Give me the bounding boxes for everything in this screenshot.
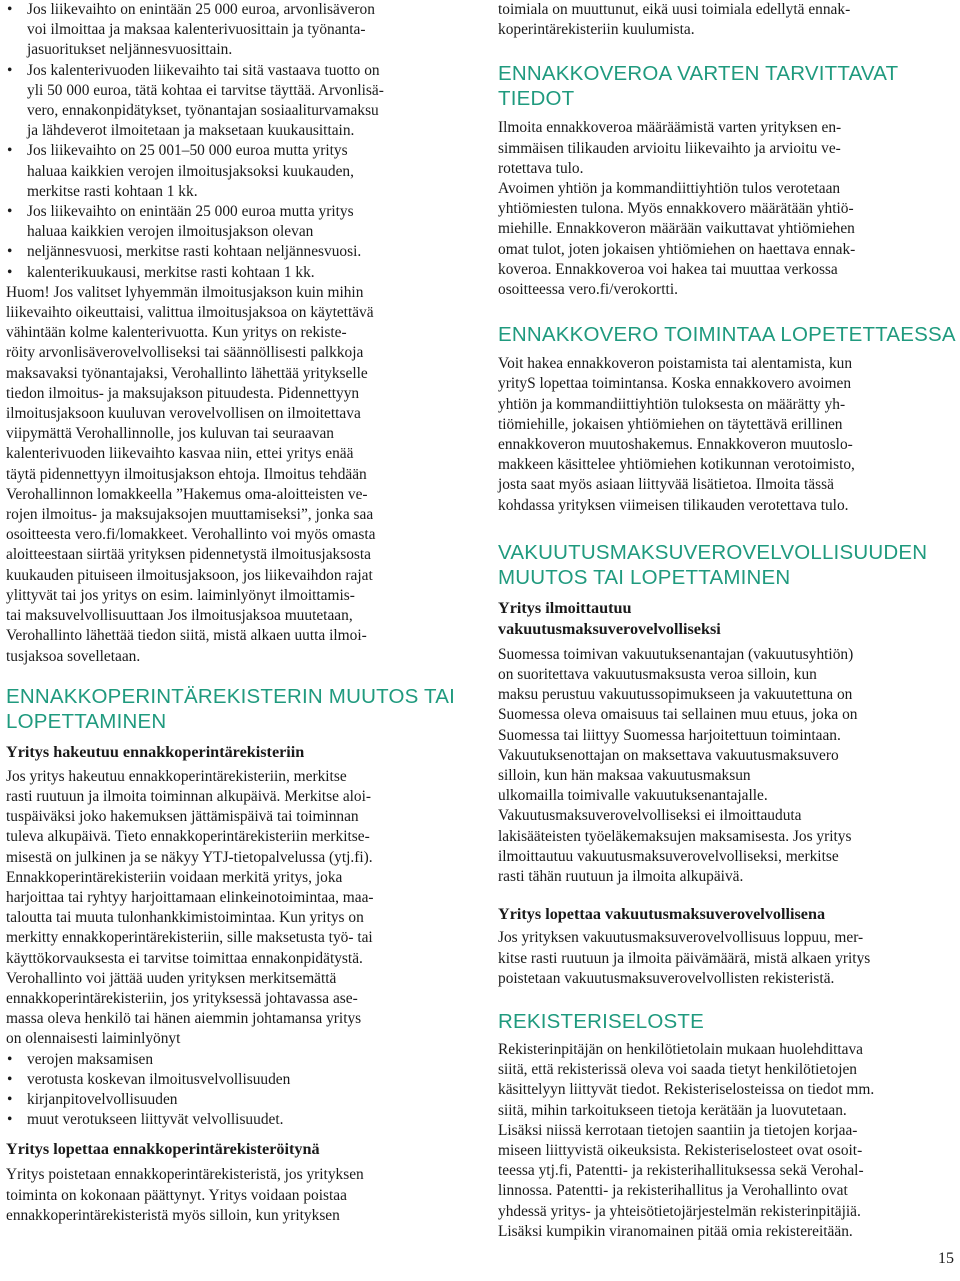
text-line: ulkomailla toimivalle vakuutuksenantajalle. [498,787,768,805]
bullet-item [6,1110,464,1130]
text-line: on suoritettava vakuutusmaksusta veroa silloin, kun [498,666,817,684]
text-line: yli 50 000 euroa, tätä kohtaa ei tarvitse täyttää. Arvonlisä- [27,81,384,99]
text-line: osoitteesta vero.fi/lomakkeet. Verohallinto voi myös omasta [6,526,376,544]
text-line: Lisäksi niissä kerrotaan tietojen saantiin ja tietojen korjaa- [498,1121,858,1139]
text-line: Jos yrityksen vakuutusmaksuverovelvollisuus loppuu, mer- [498,929,864,947]
text-line: linnossa. Patentti- ja rekisterihallitus ja Verohallinto ovat [498,1182,848,1200]
text-line: Jos liikevaihto on enintään 25 000 euroa, arvonlisäveron [27,1,375,18]
text-line: Verohallinto voi jättää uuden yrityksen merkitsemättä [6,969,337,987]
text-line: Voit hakea ennakkoveron poistamista tai alentamista, kun [498,355,853,373]
text-line: Jos kalenterivuoden liikevaihto tai sitä vastaava tuotto on [27,61,380,79]
bullet-icon: • [7,1,13,18]
text-line: josta saat myös asiaan liittyvää lisätietoa. Ilmoita tässä [498,476,834,494]
text-line: Ilmoita ennakkoveroa määräämistä varten yrityksen en- [498,119,842,137]
bullet-item [6,202,464,242]
text-line: koperintärekisteriin kuulumista. [498,21,695,39]
bullet-icon: • [7,1070,13,1088]
left-column [6,0,464,1226]
bullet-icon: • [7,243,13,261]
text-line: tuleva alkupäivä. Tieto ennakkoperintärekisteriin merkitse- [6,828,370,846]
text-line: harjoittaa tai ryhtyy harjoittamaan elinkeinotoimintaa, maa- [6,888,374,906]
lopettaa-paragraph [6,1165,464,1226]
subheading-lopettaa: Yritys lopettaa ennakkoperintärekisteröitynä [6,1140,320,1159]
text-line: rasti ruutuun ja ilmoita toiminnan alkupäivä. Merkitse aloi- [6,787,372,805]
subheading-hakeutuu: Yritys hakeutuu ennakkoperintärekisteriin [6,742,305,761]
bullet-item [6,1090,464,1110]
subheading-lopettaa-vakuutus: Yritys lopettaa vakuutusmaksuverovelvollisena [498,905,826,924]
text-line: MUUTOS TAI LOPETTAMINEN [498,565,791,589]
text-line: verotusta koskevan ilmoitusvelvollisuuden [27,1070,291,1088]
text-line: silloin, kun hän maksaa vakuutusmaksun [498,767,751,785]
bullet-icon: • [7,61,13,79]
text-line: tiömiehille, jokaisen yhtiömiehen on täytettävä erillinen [498,415,843,433]
bullet-icon: • [7,1050,13,1068]
toimintaa-paragraph [498,354,956,516]
intro-bullets [6,0,464,283]
text-line: koveroa. Ennakkoveroa voi hakea tai muuttaa verkossa [498,260,838,278]
text-line: muut verotukseen liittyvät velvollisuudet. [27,1111,284,1129]
text-line: Verohallinnon lomakkeella ”Hakemus oma-aloitteisten ve- [6,485,368,503]
text-line: verojen maksamisen [27,1050,154,1068]
text-line: vakuutusmaksuverovelvolliseksi [498,619,721,638]
text-line: Verohallinto lähettää tiedon siitä, mistä alkaen uutta ilmoi- [6,627,367,645]
text-line: ENNAKKOVEROA VARTEN TARVITTAVAT [498,62,899,86]
neglect-bullets [6,1050,464,1131]
text-line: Jos liikevaihto on enintään 25 000 euroa mutta yritys [27,203,354,221]
text-line: tuspäiväksi joko hakemuksen jättämispäivä tai toiminnan [6,808,359,826]
continuation-paragraph [498,0,956,40]
text-line: ennakkoperintärekisteriin, jos yrityksessä johtavassa ase- [6,989,358,1007]
bullet-icon: • [7,142,13,160]
text-line: makkeen käsittelee yhtiömiehen kotikunnan verotoimisto, [498,456,855,474]
text-line: simmäisen tilikauden arvioitu liikevaihto ja arvioitu ve- [498,139,841,157]
text-line: Lisäksi kumpikin viranomainen pitää omia rekistereitään. [498,1222,853,1240]
text-line: kalenterikuukausi, merkitse rasti kohtaan 1 kk. [27,263,315,281]
heading-ennakkoperintarekisteri [6,684,464,734]
text-line: kohdassa yrityksen viimeisen tilikauden verotettava tulo. [498,496,849,514]
text-line: vero, ennakonpidätykset, työnantajan sosiaaliturvamaksu [27,102,379,120]
text-line: Avoimen yhtiön ja kommandiittiyhtiön tulos verotetaan [498,180,841,198]
text-line: misestä on julkinen ja se näkyy YTJ-tietopalvelussa (ytj.fi). [6,848,373,866]
text-line: TIEDOT [498,87,575,111]
text-line: Jos yritys hakeutuu ennakkoperintärekisteriin, merkitse [6,767,347,785]
text-line: ilmoittautuu vakuutusmaksuverovelvolliseksi, merkitse [498,847,839,865]
text-line: yhtiön ja kommandiittiyhtiön tuloksesta on määrätty yh- [498,395,846,413]
rekisteri-paragraph [498,1040,956,1242]
text-line: kitse rasti ruutuun ja ilmoita päivämäärä, mistä alkaen yritys [498,949,871,967]
heading-toimintaa-lopetettaessa [498,322,956,347]
bullet-item [6,61,464,142]
text-line: Yritys poistetaan ennakkoperintärekisteristä, jos yrityksen [6,1166,364,1184]
text-line: VAKUUTUSMAKSUVEROVELVOLLISUUDEN [498,540,928,564]
text-line: maksavaksi työnantajaksi, Verohallinto lähettää yritykselle [6,364,368,382]
text-line: Huom! Jos valitset lyhyemmän ilmoitusjakson kuin mihin [6,283,364,301]
text-line: ylittyvät tai jos yritys on esim. laiminlyönyt ilmoittamis- [6,586,355,604]
page-number: 15 [938,1250,954,1267]
text-line: vähintään kolme kalenterivuotta. Kun yritys on rekiste- [6,324,347,342]
bullet-item [6,1070,464,1090]
subheading-ilmoittautuu [498,598,956,640]
huom-paragraph [6,283,464,667]
text-line: tusjaksoa sovelletaan. [6,647,141,665]
text-line: poistetaan vakuutusmaksuverovelvollisten rekisteristä. [498,969,835,987]
text-line: siitä, mihin tarkoitukseen tietoja kerätään ja luovutetaan. [498,1101,847,1119]
bullet-item [6,242,464,262]
text-line: ENNAKKOVERO TOIMINTAA LOPETETTAESSA [498,323,956,347]
text-line: aloitteestaan siirtää yrityksen pidennetystä ilmoitusjaksosta [6,546,372,564]
text-line: toiminta on kokonaan päättynyt. Yritys voidaan poistaa [6,1186,347,1204]
text-line: kuukauden pituiseen ilmoitusjaksoon, jos liikevaihdon rajat [6,566,373,584]
text-line: Yritys ilmoittautuu [498,598,632,617]
text-line: kirjanpitovelvollisuuden [27,1090,178,1108]
text-line: yrityS lopettaa toimintansa. Koska ennakkovero avoimen [498,375,852,393]
text-line: REKISTERISELOSTE [498,1009,704,1033]
text-line: Rekisterinpitäjän on henkilötietolain mukaan huolehdittava [498,1040,864,1058]
text-line: yhtiömiesten tulona. Myös ennakkovero määrätään yhtiö- [498,200,854,218]
text-line: omat tulot, joten jokaisen yhtiömiehen on haettava ennak- [498,240,856,258]
text-line: LOPETTAMINEN [6,709,167,733]
text-line: ilmoitusjaksoon kuuluvan verovelvollisen on ilmoitettava [6,405,361,423]
hakeutuu-paragraph [6,767,464,1050]
text-line: haluaa kaikkien verojen ilmoitusjaksoksi kuukauden, [27,162,354,180]
bullet-item [6,141,464,202]
text-line: rotettava tulo. [498,159,584,177]
text-line: ja lähdeverot ilmoitetaan ja maksetaan kuukausittain. [27,122,355,140]
text-line: miehille. Ennakkoveron määrään vaikuttavat yhtiömiehen [498,220,855,238]
text-line: Vakuutusmaksuverovelvolliseksi ei ilmoittauduta [498,807,802,825]
bullet-item [6,1050,464,1070]
text-line: neljännesvuosi, merkitse rasti kohtaan neljännesvuosi. [27,243,362,261]
bullet-icon: • [7,1090,13,1108]
text-line: lakisääteisten työeläkemaksujen maksamisesta. Jos yritys [498,827,852,845]
text-line: Jos liikevaihto on 25 001–50 000 euroa mutta yritys [27,142,348,160]
ennakkovero-paragraph [498,118,956,300]
text-line: teessa ytj.fi, Patentti- ja rekisterihallituksessa sekä Verohal- [498,1162,864,1180]
lopettaa-vakuutus-paragraph [498,928,956,989]
bullet-icon: • [7,1111,13,1129]
text-line: massa oleva henkilö tai hänen aiemmin johtamansa yritys [6,1010,362,1028]
text-line: merkitse rasti kohtaan 1 kk. [27,182,198,200]
text-line: viipymättä Verohallinnolle, jos kuluvan tai seuraavan [6,425,334,443]
text-line: rojen ilmoitus- ja maksujaksojen muuttamiseksi”, jonka saa [6,506,374,524]
ilmoittautuu-paragraph [498,645,956,887]
text-line: kalenterivuoden liikevaihto kasvaa niin, ettei yritys enää [6,445,354,463]
right-column [498,0,956,1242]
text-line: merkitty ennakkoperintärekisteriin, sille maksetusta työ- tai [6,929,373,947]
bullet-item [6,0,464,61]
text-line: yhdessä yritys- ja yhteisötietojärjestelmän rekisterinpitäjiä. [498,1202,861,1220]
bullet-icon: • [7,203,13,221]
text-line: tai maksuvelvollisuuttaan Jos ilmoitusjaksoa muutetaan, [6,607,353,625]
text-line: rasti tähän ruutuun ja ilmoita alkupäivä. [498,868,744,886]
text-line: osoitteessa vero.fi/verokortti. [498,281,678,299]
heading-ennakkovero-tiedot [498,61,956,111]
text-line: käyttökorvauksesta ei tarvitse toimittaa ennakonpidätystä. [6,949,363,967]
text-line: Ennakkoperintärekisteriin voidaan merkitä yritys, joka [6,868,343,886]
text-line: taloutta tai muuta tulonhankkimistoimintaa. Kun yritys on [6,909,364,927]
bullet-item [6,263,464,283]
bullet-icon: • [7,263,13,281]
text-line: ENNAKKOPERINTÄREKISTERIN MUUTOS TAI [6,684,455,708]
text-line: Suomessa toimivan vakuutuksenantajan (vakuutusyhtiön) [498,645,854,663]
heading-vakuutusmaksuvero [498,540,956,590]
text-line: liikevaihto oikeuttaisi, valittua ilmoitusjaksoa on käytettävä [6,304,374,322]
heading-rekisteriseloste [498,1009,956,1034]
text-line: ennakkoveron muutoshakemus. Ennakkoveron muutoslo- [498,436,853,454]
text-line: haluaa kaikkien verojen ilmoitusjakson olevan [27,223,314,241]
text-line: on olennaisesti laiminlyönyt [6,1030,181,1048]
text-line: toimiala on muuttunut, eikä uusi toimiala edellytä ennak- [498,1,851,18]
text-line: Suomessa oleva omaisuus tai sellainen muu etuus, joka on [498,706,858,724]
text-line: täytä pidennettyyn ilmoitusjakson ehtoja. Ilmoitus tehdään [6,465,367,483]
text-line: röity arvonlisäverovelvolliseksi tai säännöllisesti palkkoja [6,344,364,362]
text-line: voi ilmoittaa ja maksaa kalenterivuosittain ja työnanta- [27,21,366,39]
text-line: siitä, että rekisterissä oleva voi saada tietyt henkilötietojen [498,1061,858,1079]
text-line: maksu perustuu vakuutussopimukseen ja vakuutettuna on [498,686,853,704]
text-line: miseen liittyvistä oikeuksista. Rekisteriselosteet ovat osoit- [498,1141,863,1159]
text-line: Suomessa tai liittyy Suomessa harjoitettuun toimintaan. [498,726,841,744]
text-line: käsittelyyn liittyvät tiedot. Rekisteriselosteissa on tiedot mm. [498,1081,875,1099]
text-line: jasuoritukset neljännesvuosittain. [27,41,233,59]
text-line: tiedon ilmoitus- ja maksujakson pituudesta. Pidennettyyn [6,384,360,402]
text-line: Vakuutuksenottajan on maksettava vakuutusmaksuvero [498,746,839,764]
text-line: ennakkoperintärekisteristä myös silloin, kun yrityksen [6,1206,340,1224]
